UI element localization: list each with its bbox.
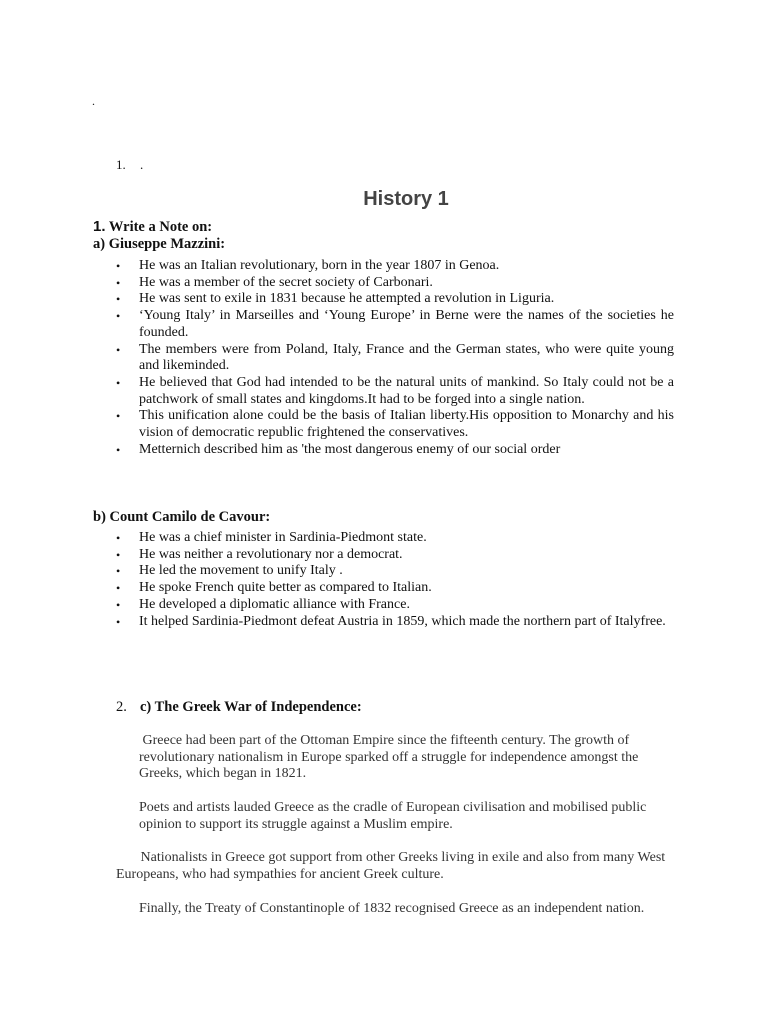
list-text: . [140,157,144,172]
section-b-heading: b) Count Camilo de Cavour: [93,509,271,525]
bullet-icon: • [116,342,121,357]
section-c-heading-row [116,699,362,716]
list-item [116,547,674,564]
section-b-bullet-list [116,530,674,630]
bullet-text: He believed that God had intended to be the natural units of mankind. So Italy could not be a patchwork of small states and kingdoms.It had to be forged into a single nation. [139,374,674,407]
list-item [116,275,674,292]
bullet-icon: • [116,614,121,629]
bullet-text: ‘Young Italy’ in Marseilles and ‘Young Europe’ in Berne were the names of the societies he founded. [139,308,674,340]
bullet-icon: • [116,409,121,424]
list-item [116,258,674,275]
list-item [116,408,674,441]
bullet-text: He was a member of the secret society of Carbonari. [139,274,433,290]
section-c-paragraph [139,800,679,833]
list-item [116,308,674,341]
bullet-icon: • [116,309,121,324]
paragraph-text: Greece had been part of the Ottoman Empire since the fifteenth century. The growth of revolutionary nationalism in Europe sparked off a struggle for independence amongst the Greeks, which began in 1821. [139,733,639,782]
bullet-text: It helped Sardinia-Piedmont defeat Austria in 1859, which made the northern part of Italyfree. [139,613,666,629]
list-item [116,563,674,580]
bullet-text: The members were from Poland, Italy, France and the German states, who were quite young and likeminded. [139,341,674,374]
section-c-paragraph [139,901,679,918]
list-number: 2. [116,699,127,715]
paragraph-text: Poets and artists lauded Greece as the cradle of European civilisation and mobilised public opinion to support its struggle against a Muslim empire. [139,800,647,832]
bullet-text: This unification alone could be the basis of Italian liberty.His opposition to Monarchy and his vision of democratic republic frightened the conservatives. [139,408,674,441]
bullet-text: He was sent to exile in 1831 because he attempted a revolution in Liguria. [139,291,555,307]
bullet-text: Metternich described him as 'the most dangerous enemy of our social order [139,441,561,457]
bullet-icon: • [116,581,121,596]
section-c-paragraph [116,850,676,883]
list-item [116,442,674,459]
bullet-icon: • [116,259,121,273]
bullet-text: He led the movement to unify Italy . [139,563,343,579]
bullet-icon: • [116,531,121,545]
page-title: History 1 [363,188,449,210]
bullet-icon: • [116,564,121,579]
bullet-text: He spoke French quite better as compared to Italian. [139,580,432,596]
section-a-heading: a) Giuseppe Mazzini: [93,236,226,252]
list-item [116,580,674,597]
question-heading [93,218,212,236]
bullet-icon: • [116,597,121,612]
list-item [116,291,674,308]
list-item [116,614,674,631]
paragraph-text: Nationalists in Greece got support from other Greeks living in exile and also from many West Europeans, who had sympathies for ancient Greek culture. [116,850,666,882]
question-text: Write a Note on: [108,219,213,235]
bullet-icon: • [116,292,121,307]
list-item [116,530,674,547]
list-item-1 [116,157,143,173]
question-number: 1. [93,218,106,235]
bullet-icon: • [116,275,121,290]
list-item [116,597,674,614]
list-item [116,342,674,375]
paragraph-text: Finally, the Treaty of Constantinople of 1832 recognised Greece as an independent nation. [139,901,645,916]
top-mark: . [92,94,95,108]
list-item [116,375,674,408]
section-c-heading: c) The Greek War of Independence: [140,699,362,715]
bullet-text: He was a chief minister in Sardinia-Piedmont state. [139,530,427,545]
bullet-text: He was an Italian revolutionary, born in the year 1807 in Genoa. [139,258,500,273]
list-number: 1. [116,157,126,172]
bullet-text: He was neither a revolutionary nor a democrat. [139,546,403,562]
section-a-bullet-list [116,258,674,458]
section-c-paragraph [139,733,679,783]
bullet-icon: • [116,442,121,457]
bullet-icon: • [116,375,121,390]
bullet-text: He developed a diplomatic alliance with France. [139,596,410,612]
bullet-icon: • [116,547,121,562]
